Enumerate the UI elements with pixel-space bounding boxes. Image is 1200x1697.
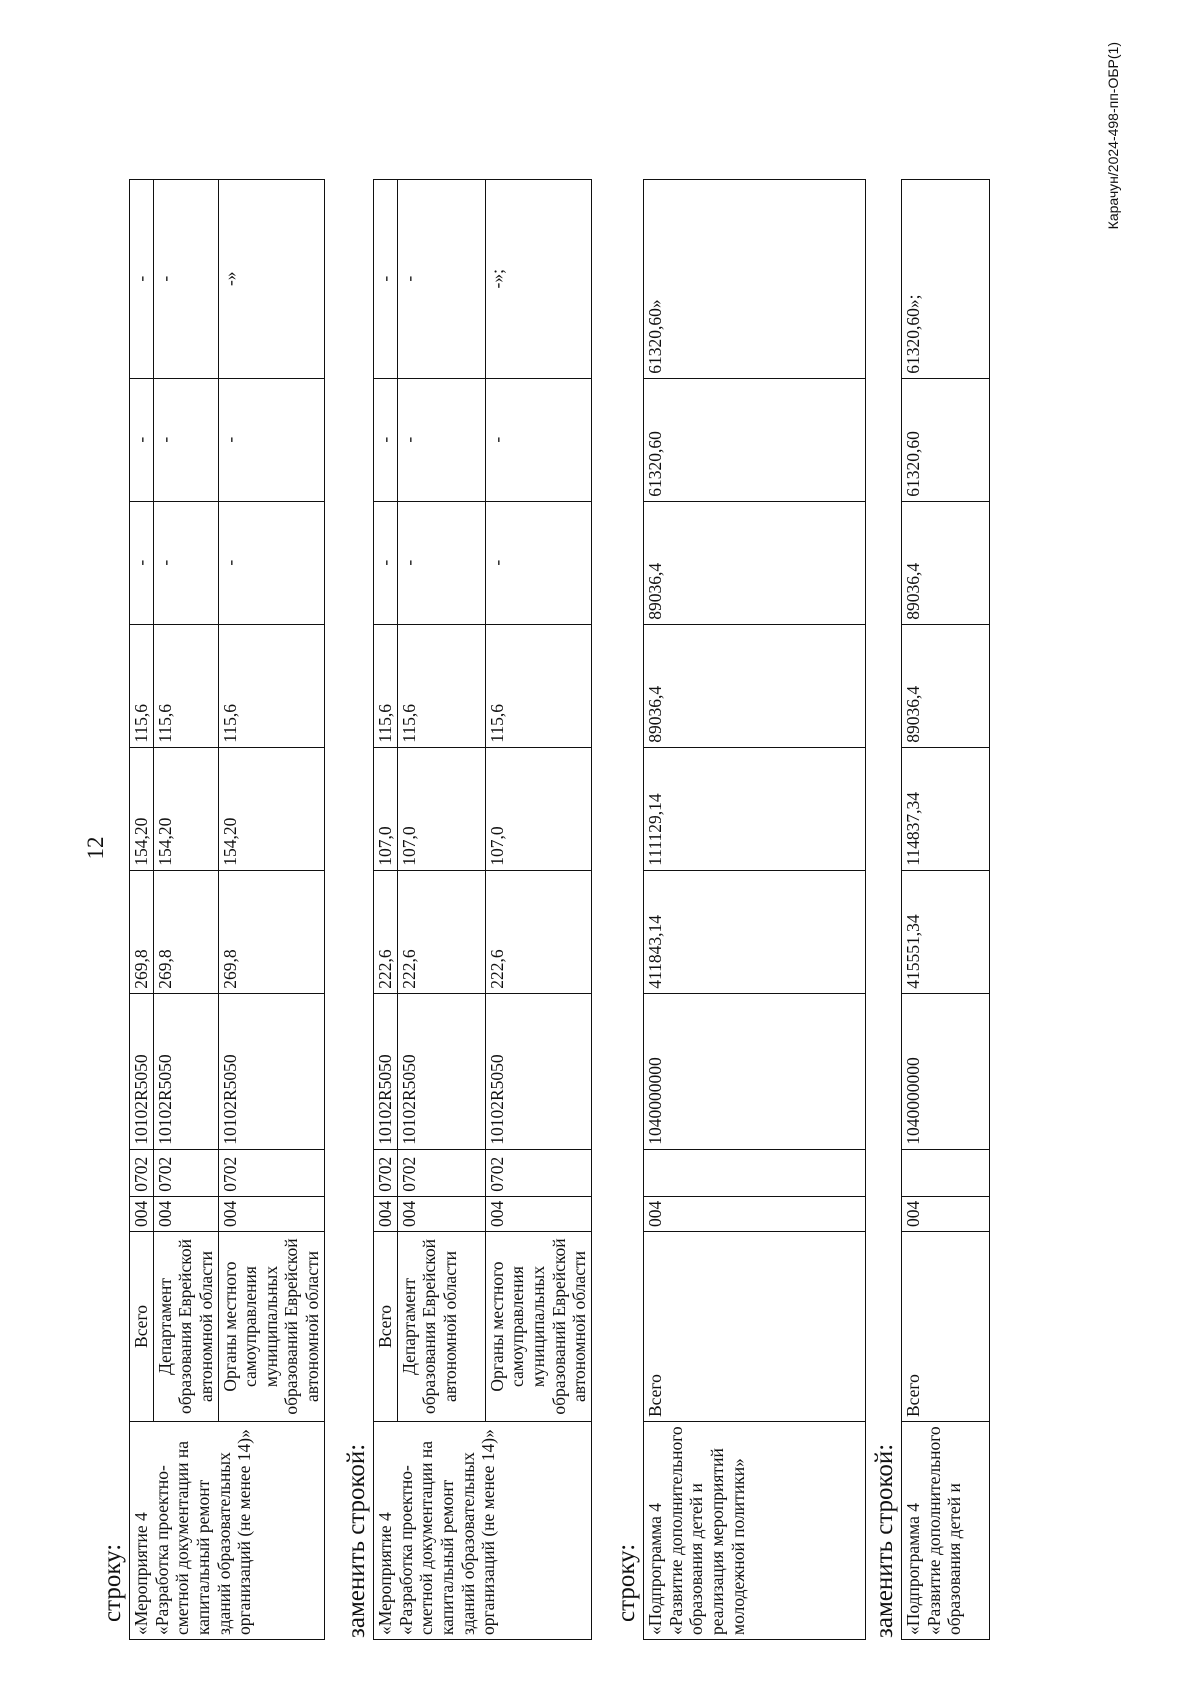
cell: 415551,34: [902, 870, 990, 993]
cell: -»: [218, 179, 324, 378]
cell: 154,20: [130, 747, 154, 870]
cell: -: [130, 179, 154, 378]
cell: 154,20: [218, 747, 324, 870]
cell: 154,20: [153, 747, 218, 870]
cell: 411843,14: [644, 870, 866, 993]
cell: 115,6: [374, 624, 398, 747]
cell: -: [397, 378, 485, 501]
cell: 115,6: [397, 624, 485, 747]
cell: 10102R5050: [153, 993, 218, 1149]
cell: 0702: [397, 1149, 485, 1196]
cell: Всего: [130, 1232, 154, 1422]
cell: -: [374, 179, 398, 378]
cell-measure-name: «Мероприятие 4 «Разработка проектно-сметной документации на капитальный ремонт зданий образовательных организаций (не менее 14)»: [374, 1422, 592, 1640]
cell: 269,8: [153, 870, 218, 993]
label-zamenit-1: заменить строкой:: [343, 1443, 370, 1638]
cell: [644, 1149, 866, 1196]
cell: 115,6: [130, 624, 154, 747]
cell: 1040000000: [902, 993, 990, 1149]
cell: -: [153, 501, 218, 624]
cell: Департамент образования Еврейской автономной области: [153, 1232, 218, 1422]
cell: Всего: [902, 1232, 990, 1422]
table-row: [130, 179, 154, 1639]
table-4: [901, 179, 990, 1640]
cell: -: [374, 378, 398, 501]
table-row: [644, 179, 866, 1639]
cell: Всего: [644, 1232, 866, 1422]
cell: 61320,60»;: [902, 179, 990, 378]
table-2: [373, 179, 592, 1640]
cell: 004: [218, 1196, 324, 1231]
cell: -: [374, 501, 398, 624]
label-stroku-1: строку:: [99, 1543, 126, 1622]
cell: 10102R5050: [485, 993, 591, 1149]
cell: -: [397, 179, 485, 378]
cell: Всего: [374, 1232, 398, 1422]
cell: 1040000000: [644, 993, 866, 1149]
cell: -: [153, 378, 218, 501]
table-row: [902, 179, 990, 1639]
cell: 61320,60: [902, 378, 990, 501]
cell: 222,6: [485, 870, 591, 993]
cell: 004: [130, 1196, 154, 1231]
cell: [902, 1149, 990, 1196]
cell-measure-name: «Мероприятие 4 «Разработка проектно-сметной документации на капитальный ремонт зданий образовательных организаций (не менее 14)»: [130, 1422, 325, 1640]
label-zamenit-2: заменить строкой:: [871, 1443, 898, 1638]
document-reference: Карачун/2024-498-пп-ОБР(1): [1105, 42, 1121, 230]
label-stroku-2: строку:: [613, 1543, 640, 1622]
cell: -: [130, 378, 154, 501]
cell: 004: [644, 1196, 866, 1231]
cell-subprogram-name: «Подпрограмма 4 «Развитие дополнительного образования детей и: [902, 1422, 990, 1640]
table-row: [397, 179, 485, 1639]
cell: 10102R5050: [130, 993, 154, 1149]
table-row: [153, 179, 218, 1639]
cell: -: [485, 501, 591, 624]
cell: 115,6: [485, 624, 591, 747]
cell: 0702: [485, 1149, 591, 1196]
cell-subprogram-name: «Подпрограмма 4 «Развитие дополнительного образования детей и реализация мероприятий молодежной политики»: [644, 1422, 866, 1640]
table-row: [485, 179, 591, 1639]
cell: 004: [485, 1196, 591, 1231]
cell: 004: [153, 1196, 218, 1231]
cell: -: [218, 378, 324, 501]
cell: 61320,60: [644, 378, 866, 501]
cell: Органы местного самоуправления муниципальных образований Еврейской автономной области: [218, 1232, 324, 1422]
table-1: [129, 179, 325, 1640]
cell: 61320,60»: [644, 179, 866, 378]
cell: 89036,4: [644, 501, 866, 624]
cell: 222,6: [397, 870, 485, 993]
page-number: 12: [83, 836, 108, 860]
cell: 0702: [153, 1149, 218, 1196]
cell: Департамент образования Еврейской автономной области: [397, 1232, 485, 1422]
cell: 10102R5050: [218, 993, 324, 1149]
cell: 89036,4: [644, 624, 866, 747]
cell: 107,0: [485, 747, 591, 870]
cell: 004: [902, 1196, 990, 1231]
cell: 004: [374, 1196, 398, 1231]
cell: 89036,4: [902, 624, 990, 747]
cell: 10102R5050: [397, 993, 485, 1149]
table-row: [374, 179, 398, 1639]
rotated-content: [75, 28, 1125, 1668]
cell: 89036,4: [902, 501, 990, 624]
cell: 115,6: [153, 624, 218, 747]
cell: -: [153, 179, 218, 378]
cell: -: [485, 378, 591, 501]
cell: -: [397, 501, 485, 624]
cell: 269,8: [130, 870, 154, 993]
table-row: [218, 179, 324, 1639]
cell: 0702: [130, 1149, 154, 1196]
cell: 107,0: [374, 747, 398, 870]
cell: Органы местного самоуправления муниципальных образований Еврейской автономной области: [485, 1232, 591, 1422]
cell: 111129,14: [644, 747, 866, 870]
cell: 115,6: [218, 624, 324, 747]
cell: 0702: [218, 1149, 324, 1196]
table-3: [643, 179, 866, 1640]
cell: -: [218, 501, 324, 624]
cell: 114837,34: [902, 747, 990, 870]
cell: 0702: [374, 1149, 398, 1196]
cell: 004: [397, 1196, 485, 1231]
cell: -: [130, 501, 154, 624]
cell: 222,6: [374, 870, 398, 993]
cell: 10102R5050: [374, 993, 398, 1149]
cell: 269,8: [218, 870, 324, 993]
cell: 107,0: [397, 747, 485, 870]
cell: -»;: [485, 179, 591, 378]
